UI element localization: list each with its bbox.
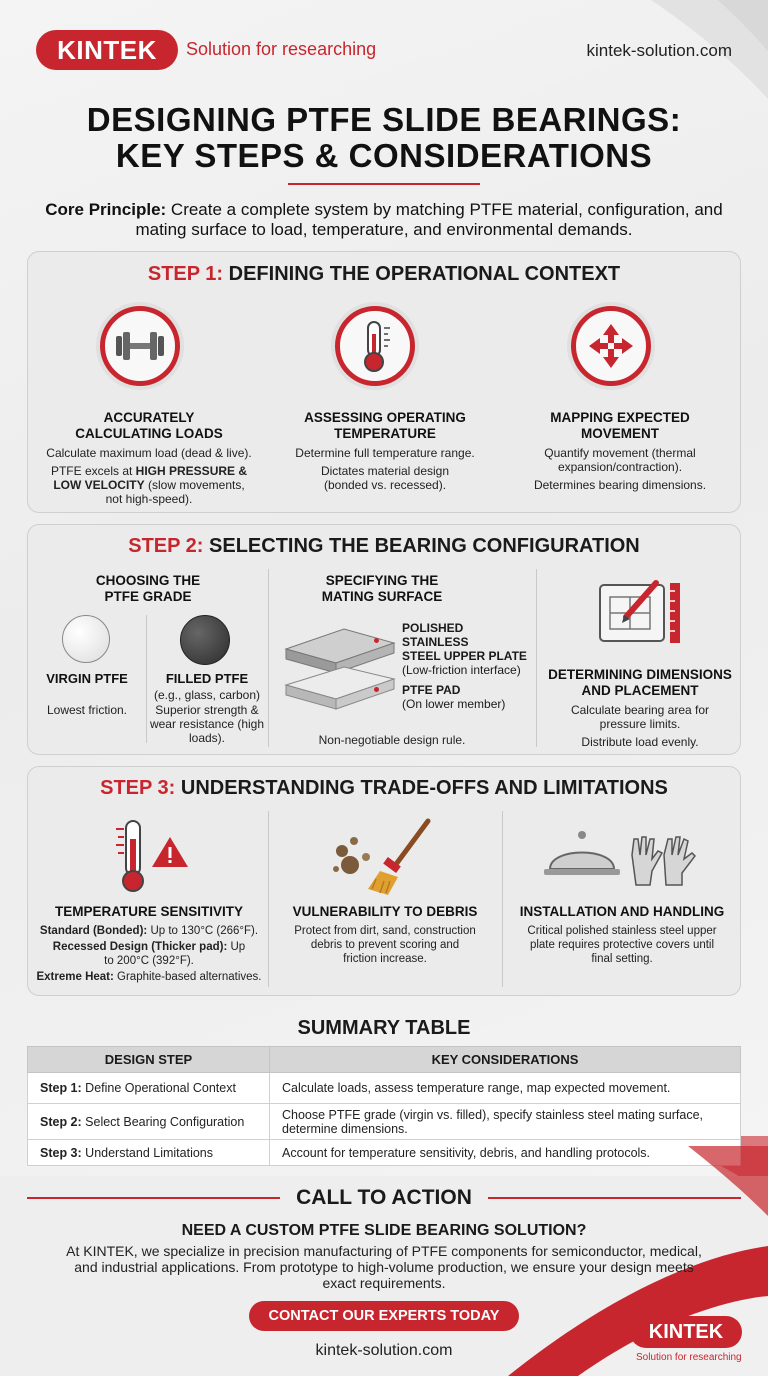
step3-number: STEP 3:	[100, 777, 176, 799]
table-row	[28, 1073, 741, 1104]
temp-standard-label: Standard (Bonded):	[39, 925, 148, 937]
plate-stack-icon	[280, 621, 400, 717]
installation-column	[504, 904, 740, 966]
divider	[146, 615, 147, 743]
debris-heading: VULNERABILITY TO DEBRIS	[292, 904, 478, 919]
divider	[536, 569, 537, 747]
step1-number: STEP 1:	[147, 263, 224, 285]
divider	[502, 811, 503, 987]
temperature-heading-2: TEMPERATURE	[334, 426, 436, 441]
temp-standard-text: Up to 130°C (266°F).	[147, 925, 259, 937]
row-step-label: Step 3:	[40, 1145, 82, 1160]
virgin-ptfe-text: Lowest friction.	[46, 703, 128, 717]
debris-column	[270, 904, 500, 966]
temp-recessed-label: Recessed Design (Thicker pad):	[52, 941, 228, 953]
grade-heading-2: PTFE GRADE	[104, 589, 192, 604]
dumbbell-icon	[100, 306, 180, 386]
cta-subtitle: NEED A CUSTOM PTFE SLIDE BEARING SOLUTION?	[181, 1222, 587, 1239]
title-line-2: KEY STEPS & CONSIDERATIONS	[115, 137, 653, 174]
kintek-logo[interactable]: KINTEK	[36, 30, 178, 70]
summary-col-considerations: KEY CONSIDERATIONS	[270, 1047, 741, 1073]
temperature-text-1: Determine full temperature range.	[295, 446, 475, 460]
movement-text-1: Quantify movement (thermal expansion/contraction).	[544, 446, 696, 474]
filled-ptfe-disc-icon	[180, 615, 230, 665]
step2-number: STEP 2:	[128, 535, 204, 557]
title-divider	[288, 183, 480, 185]
move-arrows-icon	[571, 306, 651, 386]
filled-ptfe-column	[148, 671, 266, 745]
grade-heading	[28, 573, 268, 605]
table-cell-step	[28, 1140, 270, 1166]
step1-panel	[27, 251, 741, 513]
website-link-bottom[interactable]: kintek-solution.com	[315, 1342, 453, 1359]
movement-heading-1: MAPPING EXPECTED	[550, 410, 690, 425]
thermometer-warning-icon	[112, 817, 192, 895]
step3-panel	[27, 766, 741, 996]
step3-heading: UNDERSTANDING TRADE-OFFS AND LIMITATIONS	[175, 777, 668, 799]
loads-heading-1: ACCURATELY	[103, 410, 195, 425]
core-principle	[30, 200, 738, 240]
temperature-column	[270, 410, 500, 492]
ptfe-pad-label	[402, 683, 532, 711]
upper-plate-line-2: STEEL UPPER PLATE	[402, 649, 527, 663]
dimensions-heading-1: DETERMINING DIMENSIONS	[548, 667, 732, 682]
temp-sensitivity-column	[32, 904, 266, 984]
row-step-label: Step 2:	[40, 1114, 82, 1129]
dimensions-heading-2: AND PLACEMENT	[581, 683, 699, 698]
temp-recessed-text: Up to 200°C (392°F).	[104, 941, 246, 967]
core-principle-text: Create a complete system by matching PTFE material, configuration, and mating surface to load, temperature, and environmental demands.	[135, 200, 723, 239]
summary-col-step: DESIGN STEP	[28, 1047, 270, 1073]
dimensions-column	[538, 667, 742, 749]
row-step-label: Step 1:	[40, 1081, 82, 1095]
filled-ptfe-sub: (e.g., glass, carbon)	[153, 688, 261, 702]
step1-title	[28, 263, 740, 286]
upper-plate-line-1: POLISHED STAINLESS	[402, 621, 469, 649]
loads-text-2a: PTFE excels at	[50, 464, 136, 478]
step1-heading: DEFINING THE OPERATIONAL CONTEXT	[223, 263, 621, 285]
loads-text-2b: HIGH PRESSURE & LOW VELOCITY	[53, 464, 248, 492]
loads-heading-2: CALCULATING LOADS	[75, 426, 223, 441]
loads-text-1: Calculate maximum load (dead & live).	[46, 446, 252, 460]
brand-tagline: Solution for researching	[186, 39, 377, 59]
movement-heading-2: MOVEMENT	[580, 426, 659, 441]
installation-heading: INSTALLATION AND HANDLING	[519, 904, 725, 919]
step3-title	[28, 777, 740, 800]
cover-gloves-icon	[542, 825, 702, 889]
kintek-logo-bottom[interactable]: KINTEK	[630, 1316, 742, 1348]
temperature-text-2: Dictates material design (bonded vs. recessed).	[320, 464, 450, 492]
core-principle-label: Core Principle:	[45, 200, 167, 219]
table-cell-step	[28, 1104, 270, 1140]
dimensions-text-1: Calculate bearing area for pressure limits.	[570, 703, 710, 731]
contact-experts-button[interactable]: CONTACT OUR EXPERTS TODAY	[249, 1301, 519, 1331]
installation-text: Critical polished stainless steel upper plate requires protective covers until final setting.	[527, 925, 717, 965]
callout-dot	[374, 687, 379, 692]
ptfe-pad-line: PTFE PAD	[402, 683, 461, 697]
callout-dot	[374, 638, 379, 643]
filled-ptfe-label: FILLED PTFE	[165, 671, 249, 686]
table-cell-text: Choose PTFE grade (virgin vs. filled), specify stainless steel mating surface, determine dimensions.	[270, 1104, 741, 1140]
movement-column	[505, 410, 735, 492]
divider	[268, 811, 269, 987]
loads-text-2	[34, 464, 264, 506]
row-step-name: Select Bearing Configuration	[81, 1114, 245, 1129]
title-line-1: DESIGNING PTFE SLIDE BEARINGS:	[86, 101, 682, 138]
surface-heading	[268, 573, 536, 605]
broom-debris-icon	[328, 817, 438, 897]
brand-tagline-bottom: Solution for researching	[636, 1352, 742, 1363]
blueprint-icon	[596, 577, 686, 647]
ptfe-pad-note: (On lower member)	[402, 697, 506, 711]
temp-extreme-text: Graphite-based alternatives.	[113, 971, 262, 983]
page-title	[0, 102, 768, 174]
table-cell-text: Calculate loads, assess temperature range, map expected movement.	[270, 1073, 741, 1104]
virgin-ptfe-column	[32, 671, 142, 717]
step2-panel	[27, 524, 741, 755]
thermometer-icon	[335, 306, 415, 386]
table-cell-text: Account for temperature sensitivity, debris, and handling protocols.	[270, 1140, 741, 1166]
row-step-name: Understand Limitations	[81, 1145, 214, 1160]
cta-text: At KINTEK, we specialize in precision manufacturing of PTFE components for semiconductor, medical, and industrial applications. From prototype to high-volume production, we ensure your design meets exact requirements.	[66, 1243, 702, 1291]
cta-title: CALL TO ACTION	[296, 1186, 472, 1209]
dimensions-text-2: Distribute load evenly.	[581, 735, 699, 749]
grade-heading-1: CHOOSING THE	[95, 573, 201, 588]
virgin-ptfe-label: VIRGIN PTFE	[46, 671, 128, 686]
virgin-ptfe-disc-icon	[62, 615, 110, 663]
mating-surface-rule: Non-negotiable design rule.	[318, 733, 466, 747]
temp-sensitivity-heading: TEMPERATURE SENSITIVITY	[54, 904, 244, 919]
temp-extreme-label: Extreme Heat:	[36, 971, 114, 983]
filled-ptfe-text: Superior strength & wear resistance (high loads).	[149, 703, 265, 745]
step2-title	[28, 535, 740, 558]
surface-heading-2: MATING SURFACE	[321, 589, 443, 604]
temperature-heading-1: ASSESSING OPERATING	[304, 410, 466, 425]
table-row	[28, 1104, 741, 1140]
header	[0, 0, 768, 96]
website-link-top[interactable]: kintek-solution.com	[586, 41, 732, 60]
movement-text-2: Determines bearing dimensions.	[533, 478, 707, 492]
table-cell-step	[28, 1073, 270, 1104]
upper-plate-label	[402, 621, 532, 677]
step2-heading: SELECTING THE BEARING CONFIGURATION	[203, 535, 640, 557]
row-step-name: Define Operational Context	[81, 1081, 236, 1095]
loads-text-2c: (slow movements, not high-speed).	[105, 478, 245, 506]
summary-title: SUMMARY TABLE	[297, 1017, 471, 1039]
surface-heading-1: SPECIFYING THE	[325, 573, 439, 588]
debris-text: Protect from dirt, sand, construction debris to prevent scoring and friction increase.	[294, 925, 476, 965]
loads-column	[34, 410, 264, 506]
upper-plate-note: (Low-friction interface)	[402, 663, 521, 677]
